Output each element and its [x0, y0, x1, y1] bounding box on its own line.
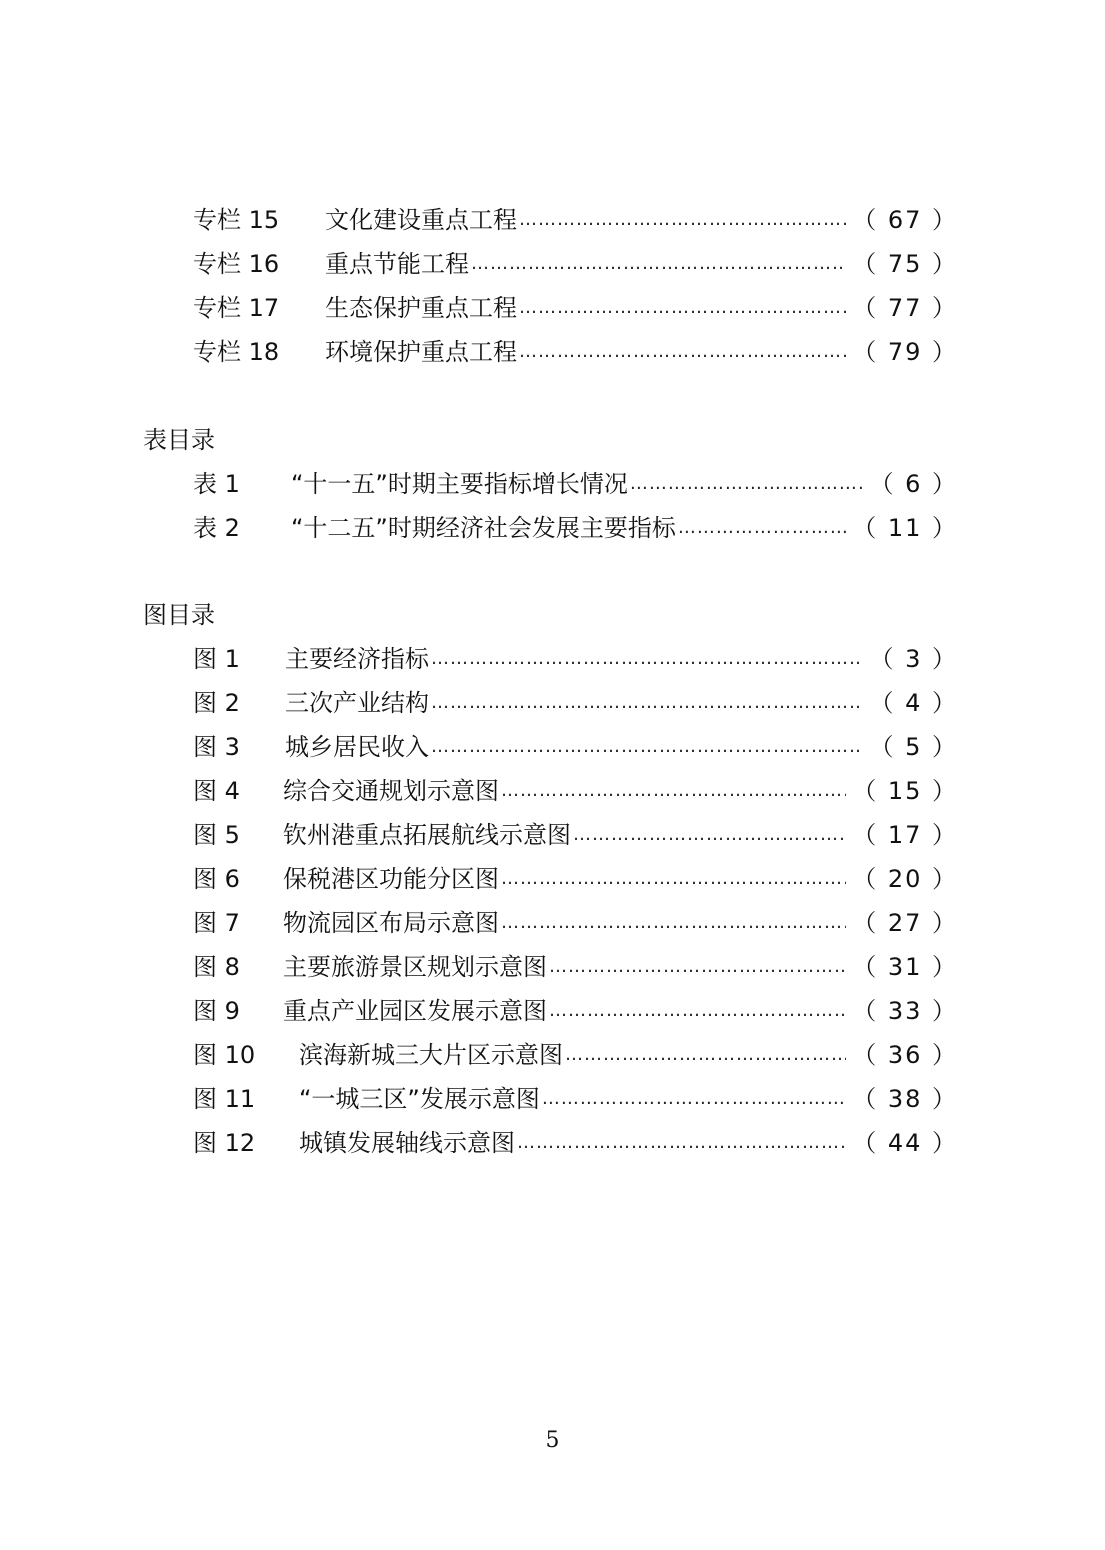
entry-page: （ 3 ）: [869, 645, 958, 673]
column-entry-17: [193, 288, 958, 328]
dot-leader: [549, 991, 846, 1031]
entry-title: 综合交通规划示意图: [283, 777, 499, 805]
entry-label: 图 10: [193, 1041, 256, 1069]
dot-leader: [501, 903, 846, 943]
column-entry-15: [193, 200, 958, 240]
dot-leader: [519, 288, 846, 328]
entry-title: 保税港区功能分区图: [283, 865, 499, 893]
figure-list-heading: 图目录: [143, 601, 215, 629]
column-entry-18: [193, 332, 958, 372]
entry-page: （ 27 ）: [852, 909, 958, 937]
dot-leader: [519, 332, 846, 372]
entry-label: 图 5: [193, 821, 240, 849]
dot-leader: [542, 1079, 846, 1119]
entry-title: “十一五”时期主要指标增长情况: [291, 470, 628, 498]
figure-entry-5: [193, 815, 958, 855]
dot-leader: [573, 815, 846, 855]
entry-label: 图 4: [193, 777, 240, 805]
entry-page: （ 75 ）: [852, 250, 958, 278]
entry-label: 表 1: [193, 470, 240, 498]
entry-page: （ 77 ）: [852, 294, 958, 322]
entry-title: 重点产业园区发展示意图: [283, 997, 547, 1025]
figure-entry-8: [193, 947, 958, 987]
entry-label: 图 8: [193, 953, 240, 981]
dot-leader: [471, 244, 846, 284]
entry-page: （ 44 ）: [852, 1129, 958, 1157]
figure-entry-10: [193, 1035, 958, 1075]
entry-title: 主要经济指标: [285, 645, 429, 673]
entry-page: （ 20 ）: [852, 865, 958, 893]
figure-entry-9: [193, 991, 958, 1031]
dot-leader: [549, 947, 846, 987]
entry-title: “一城三区”发展示意图: [299, 1085, 540, 1113]
dot-leader: [630, 464, 864, 504]
entry-page: （ 67 ）: [852, 206, 958, 234]
entry-label: 专栏 18: [193, 338, 280, 366]
entry-label: 专栏 16: [193, 250, 280, 278]
entry-page: （ 31 ）: [852, 953, 958, 981]
entry-label: 图 11: [193, 1085, 256, 1113]
entry-page: （ 6 ）: [869, 470, 958, 498]
entry-label: 专栏 15: [193, 206, 280, 234]
table-entry-1: [193, 464, 958, 504]
figure-entry-6: [193, 859, 958, 899]
entry-label: 图 1: [193, 645, 240, 673]
dot-leader: [431, 639, 863, 679]
entry-title: 城镇发展轴线示意图: [299, 1129, 515, 1157]
dot-leader: [517, 1123, 846, 1163]
dot-leader: [678, 508, 846, 548]
figure-entry-7: [193, 903, 958, 943]
entry-label: 图 3: [193, 733, 240, 761]
entry-page: （ 38 ）: [852, 1085, 958, 1113]
entry-page: （ 11 ）: [852, 514, 958, 542]
entry-title: 三次产业结构: [285, 689, 429, 717]
entry-page: （ 36 ）: [852, 1041, 958, 1069]
entry-page: （ 5 ）: [869, 733, 958, 761]
figure-entry-11: [193, 1079, 958, 1119]
entry-label: 图 2: [193, 689, 240, 717]
entry-title: 滨海新城三大片区示意图: [299, 1041, 563, 1069]
figure-entry-12: [193, 1123, 958, 1163]
figure-entry-3: [193, 727, 958, 767]
column-entry-16: [193, 244, 958, 284]
figure-entry-4: [193, 771, 958, 811]
entry-page: （ 17 ）: [852, 821, 958, 849]
dot-leader: [501, 859, 846, 899]
entry-title: 环境保护重点工程: [325, 338, 517, 366]
entry-title: 主要旅游景区规划示意图: [283, 953, 547, 981]
entry-title: 物流园区布局示意图: [283, 909, 499, 937]
entry-page: （ 4 ）: [869, 689, 958, 717]
entry-title: 重点节能工程: [325, 250, 469, 278]
entry-label: 图 7: [193, 909, 240, 937]
page-number: 5: [545, 1428, 560, 1453]
figure-entry-1: [193, 639, 958, 679]
entry-label: 表 2: [193, 514, 240, 542]
dot-leader: [519, 200, 846, 240]
entry-page: （ 33 ）: [852, 997, 958, 1025]
dot-leader: [431, 727, 863, 767]
entry-label: 图 9: [193, 997, 240, 1025]
dot-leader: [501, 771, 846, 811]
dot-leader: [565, 1035, 846, 1075]
entry-title: “十二五”时期经济社会发展主要指标: [291, 514, 676, 542]
dot-leader: [431, 683, 863, 723]
table-list-heading: 表目录: [143, 426, 215, 454]
figure-entry-2: [193, 683, 958, 723]
entry-page: （ 15 ）: [852, 777, 958, 805]
entry-label: 专栏 17: [193, 294, 280, 322]
table-entry-2: [193, 508, 958, 548]
entry-title: 钦州港重点拓展航线示意图: [283, 821, 571, 849]
entry-label: 图 6: [193, 865, 240, 893]
entry-title: 文化建设重点工程: [325, 206, 517, 234]
entry-title: 城乡居民收入: [285, 733, 429, 761]
entry-title: 生态保护重点工程: [325, 294, 517, 322]
entry-page: （ 79 ）: [852, 338, 958, 366]
entry-label: 图 12: [193, 1129, 256, 1157]
